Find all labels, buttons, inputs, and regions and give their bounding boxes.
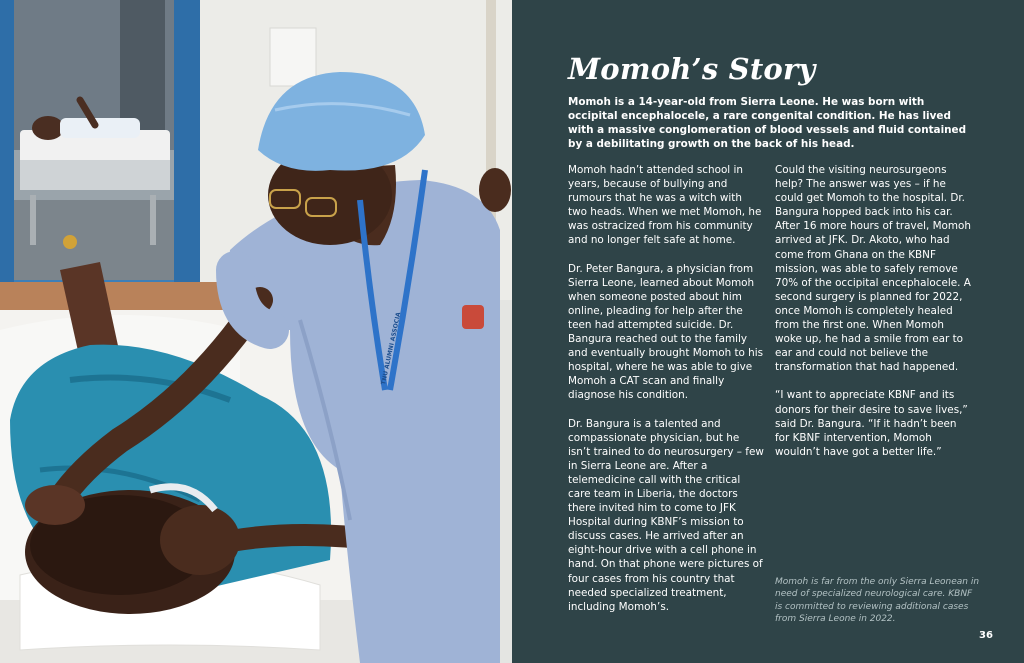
paragraph: Dr. Bangura is a talented and compassionate physician, but he isn’t trained to do neurosurgery – few in Sierra Leone are. After a telemedicine call with the critical care team in Liberia, the doctors there invited him to come to JFK Hospital during KBNF’s mission to discuss cases. He arrived after an eight-hour drive with a cell phone in hand. On that phone were pictures of four cases from his country that needed specialized treatment, including Momoh’s.	[568, 417, 764, 613]
quote-paragraph: “I want to appreciate KBNF and its donors for their desire to save lives,” said Dr. Bangura. “If it hadn’t been for KBNF intervention, Momoh wouldn’t have got a better life.”	[775, 389, 968, 458]
story-column-2	[775, 163, 971, 473]
story-panel	[512, 0, 1024, 663]
paragraph: Momoh hadn’t attended school in years, because of bullying and rumours that he was a witch with two heads. When we met Momoh, he was ostracized from his community and no longer felt safe at home.	[568, 164, 762, 247]
story-title: Momoh’s Story	[568, 52, 816, 86]
photo-caption: Momoh is far from the only Sierra Leonean in need of specialized neurological care. KBNF is committed to reviewing additional cases from Sierra Leone in 2022.	[775, 577, 980, 624]
page-number: 36	[979, 630, 993, 641]
story-column-1	[568, 163, 764, 628]
paragraph: Dr. Peter Bangura, a physician from Sierra Leone, learned about Momoh when someone posted about him online, pleading for help after the teen had attempted suicide. Dr. Bangura reached out to the family and eventually brought Momoh to his hospital, where he was able to give Momoh a CAT scan and finally diagnose his condition.	[568, 262, 764, 402]
lanyard-text: TNU ALUMNI ASSOCIA	[380, 311, 403, 386]
story-lead: Momoh is a 14-year-old from Sierra Leone. He was born with occipital encephalocele, a rare congenital condition. He has lived with a massive conglomeration of blood vessels and fluid contained by a debilitating growth on the back of his head.	[568, 96, 967, 150]
paragraph: Could the visiting neurosurgeons help? The answer was yes – if he could get Momoh to the hospital. Dr. Bangura hopped back into his car. After 16 more hours of travel, Momoh arrived at JFK. Dr. Akoto, who had come from Ghana on the KBNF mission, was able to safely remove 70% of the occipital encephalocele. A second surgery is planned for 2022, once Momoh is completely healed from the first one. When Momoh woke up, he had a smile from ear to ear and could not believe the transformation that had happened.	[775, 164, 971, 374]
